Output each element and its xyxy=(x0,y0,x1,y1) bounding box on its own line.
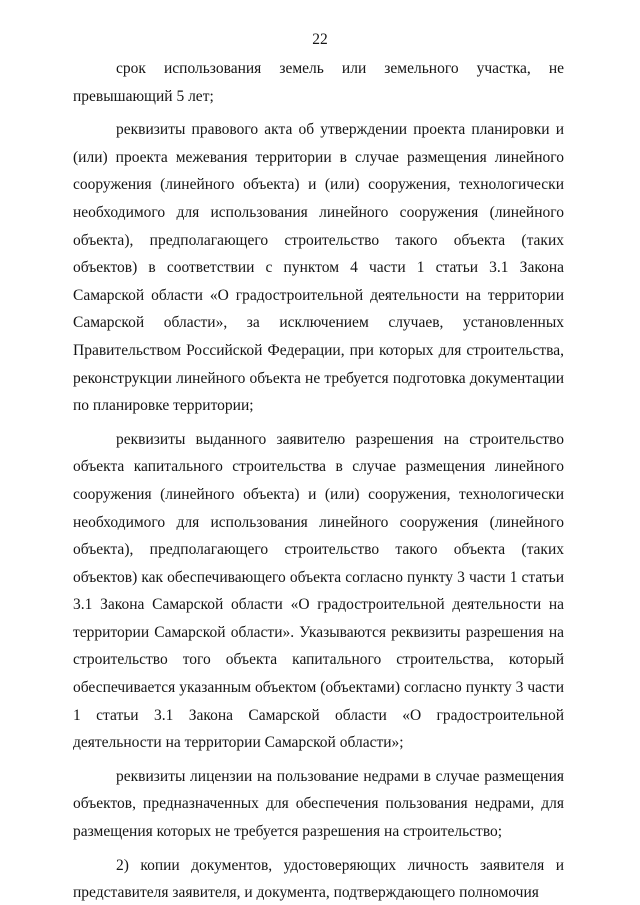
page-number: 22 xyxy=(312,31,328,48)
paragraph-subsoil-license-details: реквизиты лицензии на пользование недрами в случае размещения объектов, предназначенных для обеспечения пользования недрами, для размещения которых не требуется разрешения на строительство; xyxy=(73,767,564,841)
paragraph-land-use-term: срок использования земель или земельного участка, не превышающий 5 лет; xyxy=(73,60,564,105)
document-body xyxy=(73,55,564,905)
paragraph-construction-permit-details: реквизиты выданного заявителю разрешения на строительство объекта капитального строительства в случае размещения линейного сооружения (линейного объекта) и (или) сооружения, технологически необходимого для использования линейного сооружения (линейного объекта), предполагающего строительство такого объекта (таких объектов) как обеспечивающего объекта согласно пункту 3 части 1 статьи 3.1 Закона Самарской области «О градостроительной деятельности на территории Самарской области». Указываются реквизиты разрешения на строительство того объекта капитального строительства, который обеспечивается указанным объектом (объектами) согласно пункту 3 части 1 статьи 3.1 Закона Самарской области «О градостроительной деятельности на территории Самарской области»; xyxy=(73,430,564,752)
paragraph-planning-act-details: реквизиты правового акта об утверждении проекта планировки и (или) проекта межевания территории в случае размещения линейного сооружения (линейного объекта) и (или) сооружения, технологически необходимого для использования линейного сооружения (линейного объекта), предполагающего строительство такого объекта (таких объектов) в соответствии с пунктом 4 части 1 статьи 3.1 Закона Самарской области «О градостроительной деятельности на территории Самарской области», за исключением случаев, установленных Правительством Российской Федерации, при которых для строительства, реконструкции линейного объекта не требуется подготовка документации по планировке территории; xyxy=(73,121,564,415)
paragraph-identity-documents: 2) копии документов, удостоверяющих личность заявителя и представителя заявителя, и документа, подтверждающего полномочия xyxy=(73,856,564,902)
